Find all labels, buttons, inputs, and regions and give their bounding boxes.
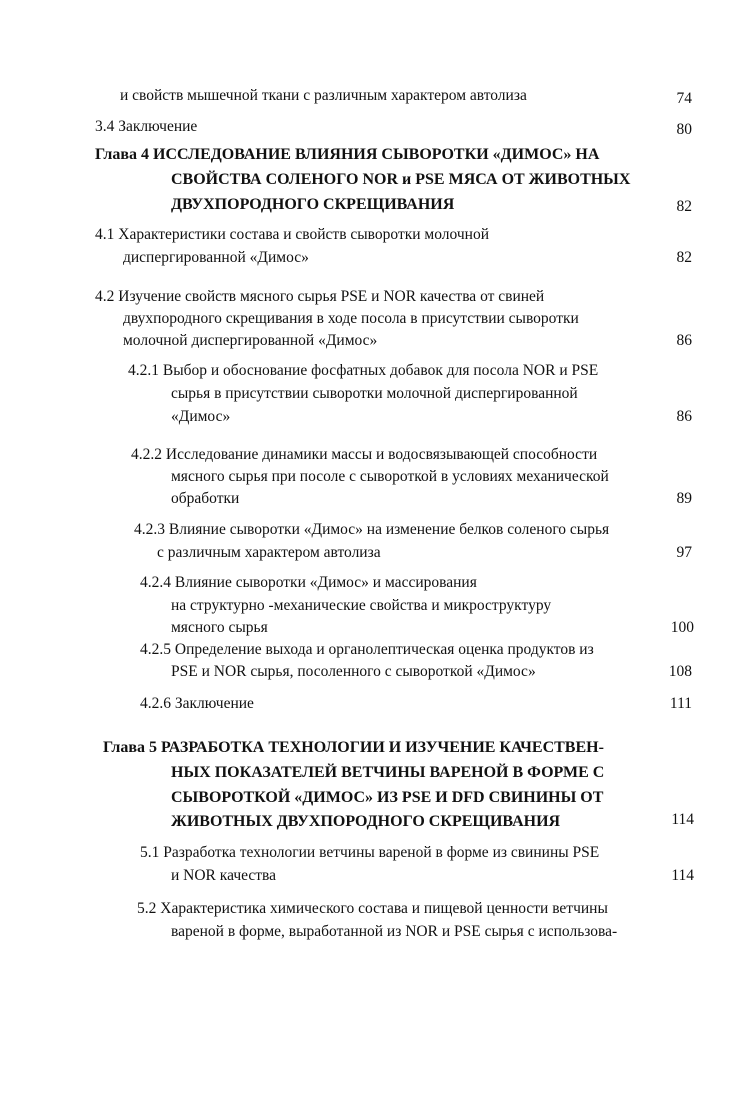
chapter-heading-line: СВОЙСТВА СОЛЕНОГО NOR и PSE МЯСА ОТ ЖИВОТНЫХ	[171, 171, 631, 188]
toc-page-number: 86	[676, 332, 692, 349]
toc-page-number: 82	[676, 249, 692, 266]
toc-page-number: 100	[670, 619, 694, 636]
toc-entry-text: молочной диспергированной «Димос»	[123, 332, 378, 349]
toc-page-number: 74	[676, 90, 692, 107]
chapter-heading-line: Глава 4 ИССЛЕДОВАНИЕ ВЛИЯНИЯ СЫВОРОТКИ «ДИМОС» НА	[95, 146, 600, 163]
toc-entry-text: 4.1 Характеристики состава и свойств сыворотки молочной	[95, 226, 489, 243]
toc-entry-text: вареной в форме, выработанной из NOR и PSE сырья с использова-	[171, 923, 618, 940]
toc-entry-text: PSE и NOR сырья, посоленного с сывороткой «Димос»	[171, 663, 536, 680]
toc-entry-text: 4.2.6 Заключение	[140, 695, 254, 712]
toc-page-number: 97	[676, 544, 692, 561]
toc-page-number: 111	[669, 695, 692, 712]
chapter-heading-line: ЖИВОТНЫХ ДВУХПОРОДНОГО СКРЕЩИВАНИЯ	[171, 813, 561, 830]
toc-entry-text: на структурно -механические свойства и микроструктуру	[171, 597, 552, 614]
toc-entry-text: и NOR качества	[171, 867, 277, 884]
toc-page-number: 86	[676, 408, 692, 425]
toc-entry-text: и свойств мышечной ткани с различным характером автолиза	[120, 87, 527, 104]
toc-entry-text: диспергированной «Димос»	[123, 249, 309, 266]
toc-page-number: 89	[676, 490, 692, 507]
toc-entry-text: 4.2.3 Влияние сыворотки «Димос» на изменение белков соленого сырья	[134, 521, 610, 538]
chapter-heading-line: НЫХ ПОКАЗАТЕЛЕЙ ВЕТЧИНЫ ВАРЕНОЙ В ФОРМЕ С	[171, 764, 605, 781]
toc-page-number: 114	[671, 811, 694, 828]
toc-entry-text: с различным характером автолиза	[157, 544, 381, 561]
toc-entry-text: мясного сырья	[171, 619, 268, 636]
toc-entry-text: 4.2.4 Влияние сыворотки «Димос» и массирования	[140, 574, 477, 591]
toc-page-number: 108	[668, 663, 692, 680]
toc-entry-text: 5.2 Характеристика химического состава и пищевой ценности ветчины	[137, 900, 608, 917]
toc-entry-text: 5.1 Разработка технологии ветчины вареной в форме из свинины PSE	[140, 844, 600, 861]
toc-entry-text: двухпородного скрещивания в ходе посола в присутствии сыворотки	[123, 310, 579, 327]
chapter-heading-line: СЫВОРОТКОЙ «ДИМОС» ИЗ PSE И DFD СВИНИНЫ ОТ	[171, 789, 604, 806]
toc-entry-text: мясного сырья при посоле с сывороткой в условиях механической	[171, 468, 609, 485]
toc-entry-text: сырья в присутствии сыворотки молочной диспергированной	[171, 385, 578, 402]
toc-entry-text: «Димос»	[171, 408, 231, 425]
toc-page-number: 80	[676, 121, 692, 138]
chapter-heading-line: Глава 5 РАЗРАБОТКА ТЕХНОЛОГИИ И ИЗУЧЕНИЕ КАЧЕСТВЕН-	[103, 739, 604, 756]
chapter-heading-line: ДВУХПОРОДНОГО СКРЕЩИВАНИЯ	[171, 196, 455, 213]
toc-page-number: 82	[676, 198, 692, 215]
toc-entry-text: 3.4 Заключение	[95, 118, 198, 135]
toc-entry-text: обработки	[171, 490, 240, 507]
toc-entry-text: 4.2 Изучение свойств мясного сырья PSE и NOR качества от свиней	[95, 288, 545, 305]
toc-entry-text: 4.2.2 Исследование динамики массы и водосвязывающей способности	[131, 446, 598, 463]
toc-page-number: 114	[671, 867, 694, 884]
toc-entry-text: 4.2.5 Определение выхода и органолептическая оценка продуктов из	[140, 641, 594, 658]
toc-entry-text: 4.2.1 Выбор и обоснование фосфатных добавок для посола NOR и PSE	[128, 362, 599, 379]
